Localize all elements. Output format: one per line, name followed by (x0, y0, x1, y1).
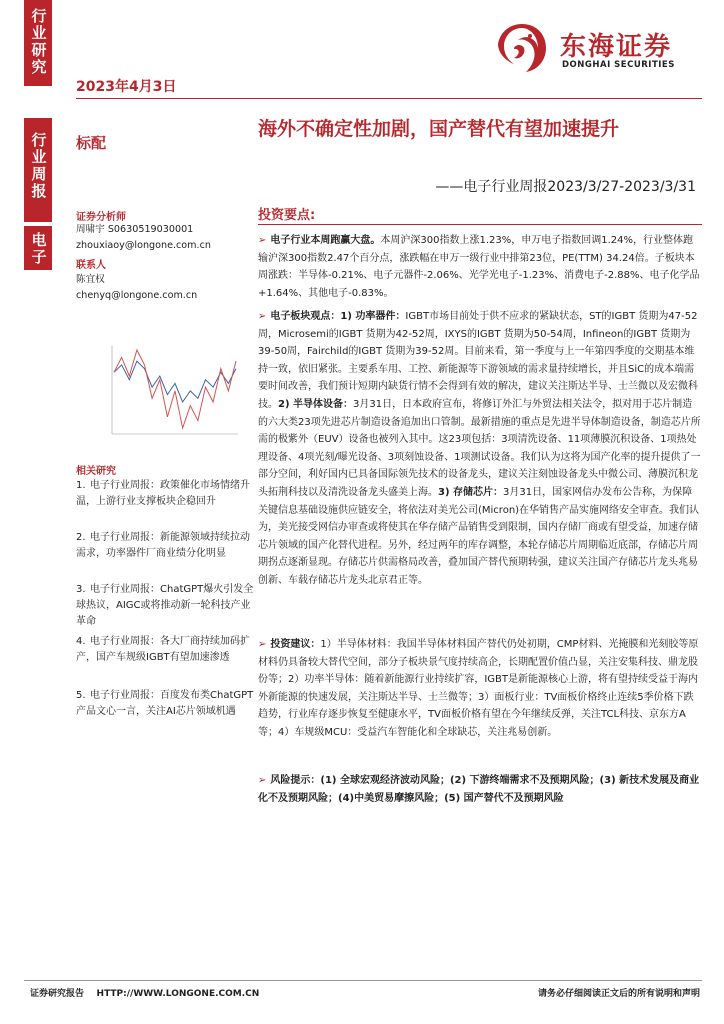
company-name-cn: 东海证券 (560, 32, 673, 62)
paragraph-advice (258, 636, 702, 742)
index-chart (98, 338, 246, 446)
company-name-en: DONGHAI SECURITIES (562, 60, 675, 70)
related-item[interactable] (76, 634, 254, 666)
contact-email[interactable]: chenyq@longone.com.cn (76, 290, 198, 301)
related-item-number: 1. (76, 480, 86, 491)
related-item[interactable] (76, 478, 254, 510)
report-subtitle: ——电子行业周报2023/3/27-2023/3/31 (435, 179, 696, 195)
footer-divider (24, 980, 702, 981)
memory-text: 3月31日，国家网信办发布公告称，为保障关键信息基础设施供应链安全，将依法对美光公司(Micron)在华销售产品实施网络安全审查。我们认为，美光接受网信办审查或将使其在华存储产品销售受到限制，国内存储厂商或有望受益，加速存储芯片领域的国产化替代进程。另外，经过两年的库存调整，本轮存储芯片周期临近底部，存储芯片周期拐点逐渐显现。存储芯片供需格局改善，叠加国产替代预期转强，建议关注国产存储芯片龙头兆易创新、车载存储芯片龙头北京君正等。 (258, 486, 700, 586)
section-title: 投资要点: (258, 208, 316, 223)
related-item-number: 5. (76, 690, 86, 701)
dragon-logo-icon (492, 18, 552, 78)
related-item[interactable] (76, 530, 254, 562)
analyst-email[interactable]: zhouxiaoy@longone.com.cn (76, 240, 211, 251)
sidebar-tab-weekly (24, 118, 52, 222)
related-item[interactable] (76, 582, 254, 630)
paragraph-advice-head: 投资建议： (270, 639, 321, 650)
rating-label: 标配 (76, 134, 107, 152)
related-item-text: 电子行业周报：政策催化市场情绪升温，上游行业支撑板块企稳回升 (76, 480, 250, 507)
related-item-text: 电子行业周报：百度发布类ChatGPT产品文心一言，关注AI芯片领域机遇 (76, 690, 254, 717)
equipment-text: 3月31日，日本政府宣布，将修订外汇与外贸法相关法令，拟对用于芯片制造的六大类23项先进芯片制造设备追加出口管制。最新措施的重点是先进半导体制造设备，制造芯片所需的极紫外（EUV）设备也被列入其中。这23项包括：3项清洗设备、11项薄膜沉积设备、1项热处理设备、4项光刻/曝光设备、3项刻蚀设备、1项测试设备。我们认为这将为国产化率的提升提供了一部分空间，利好国内已具备国际领先技术的设备龙头，建议关注刻蚀设备龙头中微公司、薄膜沉积龙头拓荆科技以及清洗设备龙头盛美上海。 (258, 398, 701, 498)
report-date: 2023年4月3日 (76, 79, 177, 95)
sidebar-tab-sector-label: 电子 (29, 232, 48, 266)
paragraph-views (258, 308, 702, 590)
related-label: 相关研究 (76, 466, 116, 477)
bullet-arrow-icon: ➢ (258, 775, 267, 786)
bullet-arrow-icon: ➢ (258, 639, 267, 650)
contact-name: 陈宜权 (76, 274, 105, 285)
paragraph-risk-text: (1) 全球宏观经济波动风险；(2) 下游终端需求不及预期风险；(3) 新技术发展及商业化不及预期风险；(4)中美贸易摩擦风险；(5) 国产替代不及预期风险 (258, 775, 700, 804)
paragraph-views-head: 电子板块观点： (270, 311, 341, 322)
related-item-number: 2. (76, 532, 86, 543)
paragraph-risk-head: 风险提示： (270, 775, 321, 786)
power-device-head: 1) 功率器件： (340, 311, 406, 322)
paragraph-market (258, 232, 702, 302)
paragraph-market-text: 本周沪深300指数上涨1.23%，申万电子指数回调1.24%，行业整体跑输沪深300指数2.47个百分点，涨跌幅在申万一级行业中排第23位，PE(TTM) 34.24倍。子板块本周涨跌：半导体-0.21%、电子元器件-2.06%、光学光电子-1.23%、消费电子-2.88%、电子化学品+1.64%、其他电子-0.83%。 (258, 235, 700, 299)
related-item-text: 电子行业周报：ChatGPT爆火引发全球热议，AIGC或将推动新一轮科技产业革命 (76, 584, 254, 627)
equipment-head: 2) 半导体设备： (278, 398, 354, 410)
report-title: 海外不确定性加剧，国产替代有望加速提升 (258, 118, 620, 140)
related-item-text: 电子行业周报：各大厂商持续加码扩产，国产车规级IGBT有望加速渗透 (76, 636, 250, 663)
contact-label: 联系人 (76, 260, 106, 271)
analyst-name: 周啸宇 S0630519030001 (76, 224, 194, 235)
bullet-arrow-icon: ➢ (258, 235, 267, 246)
sidebar-tab-research-label: 行业研究 (29, 8, 48, 76)
sidebar-tab-sector (24, 226, 52, 270)
related-item-number: 3. (76, 584, 86, 595)
power-device-text: IGBT市场目前处于供不应求的紧缺状态，ST的IGBT 货期为47-52周，Microsemi的IGBT 货期为42-52周，IXYS的IGBT 货期为50-54周，Infineon的IGBT 货期为39-50周，Fairchild的IGBT 货期为39-52周。目前来看，第一季度与上一年第四季度的交期基本维持一致，依旧紧张。主要系车用、工控、新能源等下游领域的需求量持续增长，并且SiC的成本端需要时间改善，我们预计短期内缺货行情不会得到有效的解决，建议关注斯达半导、士兰微以及宏微科技。 (258, 311, 698, 410)
sidebar-tab-weekly-label: 行业周报 (29, 132, 48, 200)
section-divider (258, 224, 702, 225)
index-chart-svg (98, 338, 246, 446)
related-item-number: 4. (76, 636, 86, 647)
header-divider (76, 98, 702, 99)
paragraph-advice-text: 1）半导体材料：我国半导体材料国产替代仍处初期，CMP材料、光掩膜和光刻胶等原材料仍具备较大替代空间，部分子板块景气度持续高企，长期配置价值凸显，关注安集科技、鼎龙股份等；2）功率半导体：随着新能源行业持续扩容，IGBT是新能源核心上游，将有望持续受益于海内外新能源的快速发展，关注斯达半导、士兰微等；3）面板行业：TV面板价格终止连续5季价格下跌趋势，行业库存逐步恢复至健康水平，TV面板价格有望在今年继续反弹，关注TCL科技、京东方A等；4）车规级MCU：受益汽车智能化和全球缺芯，关注兆易创新。 (258, 639, 699, 738)
bullet-arrow-icon: ➢ (258, 311, 267, 322)
related-item[interactable] (76, 688, 254, 720)
memory-head: 3) 存储芯片： (438, 486, 504, 498)
footer-right: 请务必仔细阅读正文后的所有说明和声明 (537, 989, 700, 999)
sidebar-tab-research (24, 0, 52, 86)
paragraph-risk (258, 772, 702, 807)
footer-left[interactable]: 证券研究报告 HTTP://WWW.LONGONE.COM.CN (30, 989, 260, 999)
analyst-label: 证券分析师 (76, 212, 126, 223)
chart-series-line-2 (114, 350, 236, 428)
paragraph-market-head: 电子行业本周跑赢大盘。 (270, 235, 381, 246)
related-item-text: 电子行业周报：新能源领域持续拉动需求，功率器件厂商业绩分化明显 (76, 532, 250, 559)
